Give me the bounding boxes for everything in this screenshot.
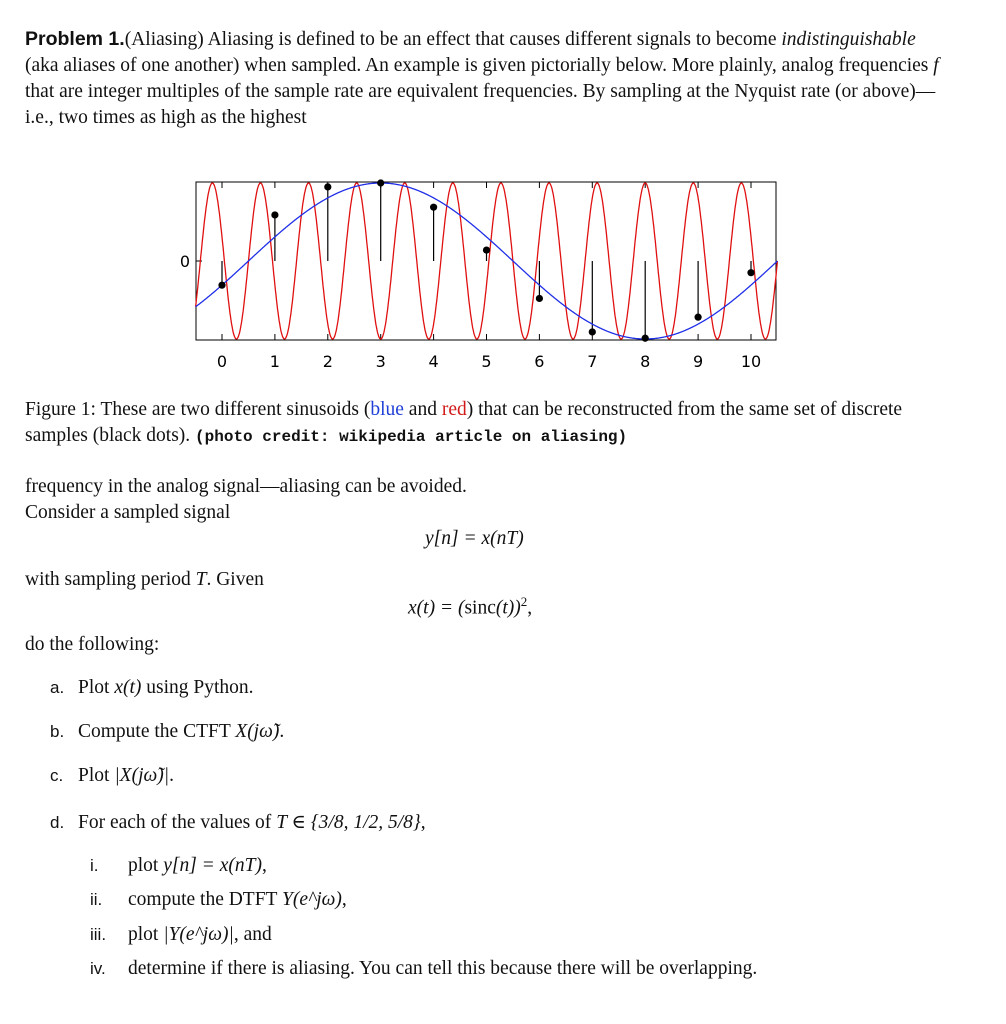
caption-and: and [403,399,442,420]
task-label: a. [50,678,65,697]
sample-dot [747,269,754,276]
caption-text-1: Figure 1: These are two different sinusoids ( [25,399,371,420]
subtask-text: plot [128,924,164,945]
subtask-text-end: , and [233,924,272,945]
task-text-end: , [420,812,426,833]
sample-dot [695,314,702,321]
subtask-math: Y(e^jω) [282,889,342,910]
x-tick-label: 4 [428,352,439,371]
sample-dot [324,183,331,190]
subtask-label: iii. [90,925,107,944]
subtask-text: determine if there is aliasing. You can tell this because there will be overlapping. [128,958,758,979]
sample-dot [642,335,649,342]
task-text-end: . [169,765,174,786]
sample-dot [483,246,490,253]
continuation-line-1: frequency in the analog signal—aliasing can be avoided. [25,476,467,497]
sampling-var-T: T [195,569,207,590]
x-tick-label: 0 [216,352,228,371]
task-text: Plot [78,765,115,786]
problem-title: (Aliasing) [124,29,204,50]
task-d [50,810,426,834]
task-label: c. [50,766,64,785]
task-text: For each of the values of [78,812,277,833]
x-tick-label: 2 [322,352,333,371]
sample-dot [430,204,437,211]
task-text-end: . [279,721,285,742]
task-b [50,721,284,743]
sample-dot [589,328,596,335]
subtask-text: plot [128,855,164,876]
intro-italic: indistinguishable [781,29,916,50]
task-math: T ∈ {3/8, 1/2, 5/8} [276,812,421,833]
sampling-text-b: . Given [206,569,264,590]
subtask-math: |Y(e^jω)| [163,924,234,945]
subtask-ii [90,889,347,911]
figure-caption [25,397,950,450]
sample-stems [222,183,751,338]
eq2-sinc: sinc [464,597,496,619]
intro-text-3: that are integer multiples of the sample rate are equivalent frequencies. By sampling at the Nyquist rate (or above)—i.e., two times as high as the highest [25,81,936,128]
task-text: Plot [78,677,115,698]
x-tick-label: 7 [587,352,598,371]
subtask-i [90,855,267,877]
intro-text-2: (aka aliases of one another) when sampled. An example is given pictorially below. More plainly, analog frequencies [25,55,934,76]
subtask-label: iv. [90,959,106,978]
x-tick-label: 6 [534,352,545,371]
sample-dot [271,211,278,218]
subtask-text-end: , [261,855,267,876]
task-text: Compute the CTFT [78,721,236,742]
sample-dot [536,295,543,302]
intro-paragraph [25,26,950,131]
x-tick-label: 3 [375,352,386,371]
eq2-tail: , [527,597,533,619]
sampling-text-a: with sampling period [25,569,196,590]
task-label: b. [50,722,65,741]
subtask-math: y[n] = x(nT) [163,855,262,876]
caption-red: red [441,399,467,420]
task-math: X(jω̃) [235,721,280,742]
subtask-text-end: , [341,889,347,910]
eq2-rhs: (t)) [495,597,521,619]
task-math: |X(jω̃)| [114,765,170,786]
caption-credit: (photo credit: wikipedia article on aliasing) [195,428,628,446]
task-label: d. [50,813,65,832]
subtask-text: compute the DTFT [128,889,282,910]
eq2-lhs: x(t) = ( [408,597,465,619]
x-tick-label: 1 [269,352,280,371]
intro-var-f: f [933,55,939,76]
equation-sampled-signal: y[n] = x(nT) [425,528,524,549]
sampling-period-line [25,567,950,593]
task-c [50,765,174,787]
y-tick-label: 0 [179,252,190,271]
task-a [50,677,254,699]
caption-text-2: ) that can be reconstructed from the same set of discrete samples (black dots). [25,399,903,446]
problem-label: Problem 1. [25,28,125,50]
task-math: x(t) [114,677,142,698]
eq2-exponent: 2 [520,594,528,609]
x-tick-label: 5 [481,352,492,371]
intro-text-1: Aliasing is defined to be an effect that causes different signals to become [203,29,777,50]
x-tick-label: 10 [740,352,762,371]
continuation-line-2: Consider a sampled signal [25,502,231,523]
aliasing-figure [170,170,790,380]
sample-dot [218,282,225,289]
x-tick-label: 9 [693,352,704,371]
task-text-end: using Python. [141,677,254,698]
caption-blue: blue [370,399,404,420]
do-following: do the following: [25,634,160,655]
subtask-label: i. [90,856,99,875]
subtask-iii [90,924,272,946]
sample-dot [377,179,384,186]
x-tick-label: 8 [640,352,651,371]
equation-x-of-t [408,594,532,620]
x-axis-labels [217,352,761,371]
subtask-iv [90,958,757,980]
subtask-label: ii. [90,890,103,909]
